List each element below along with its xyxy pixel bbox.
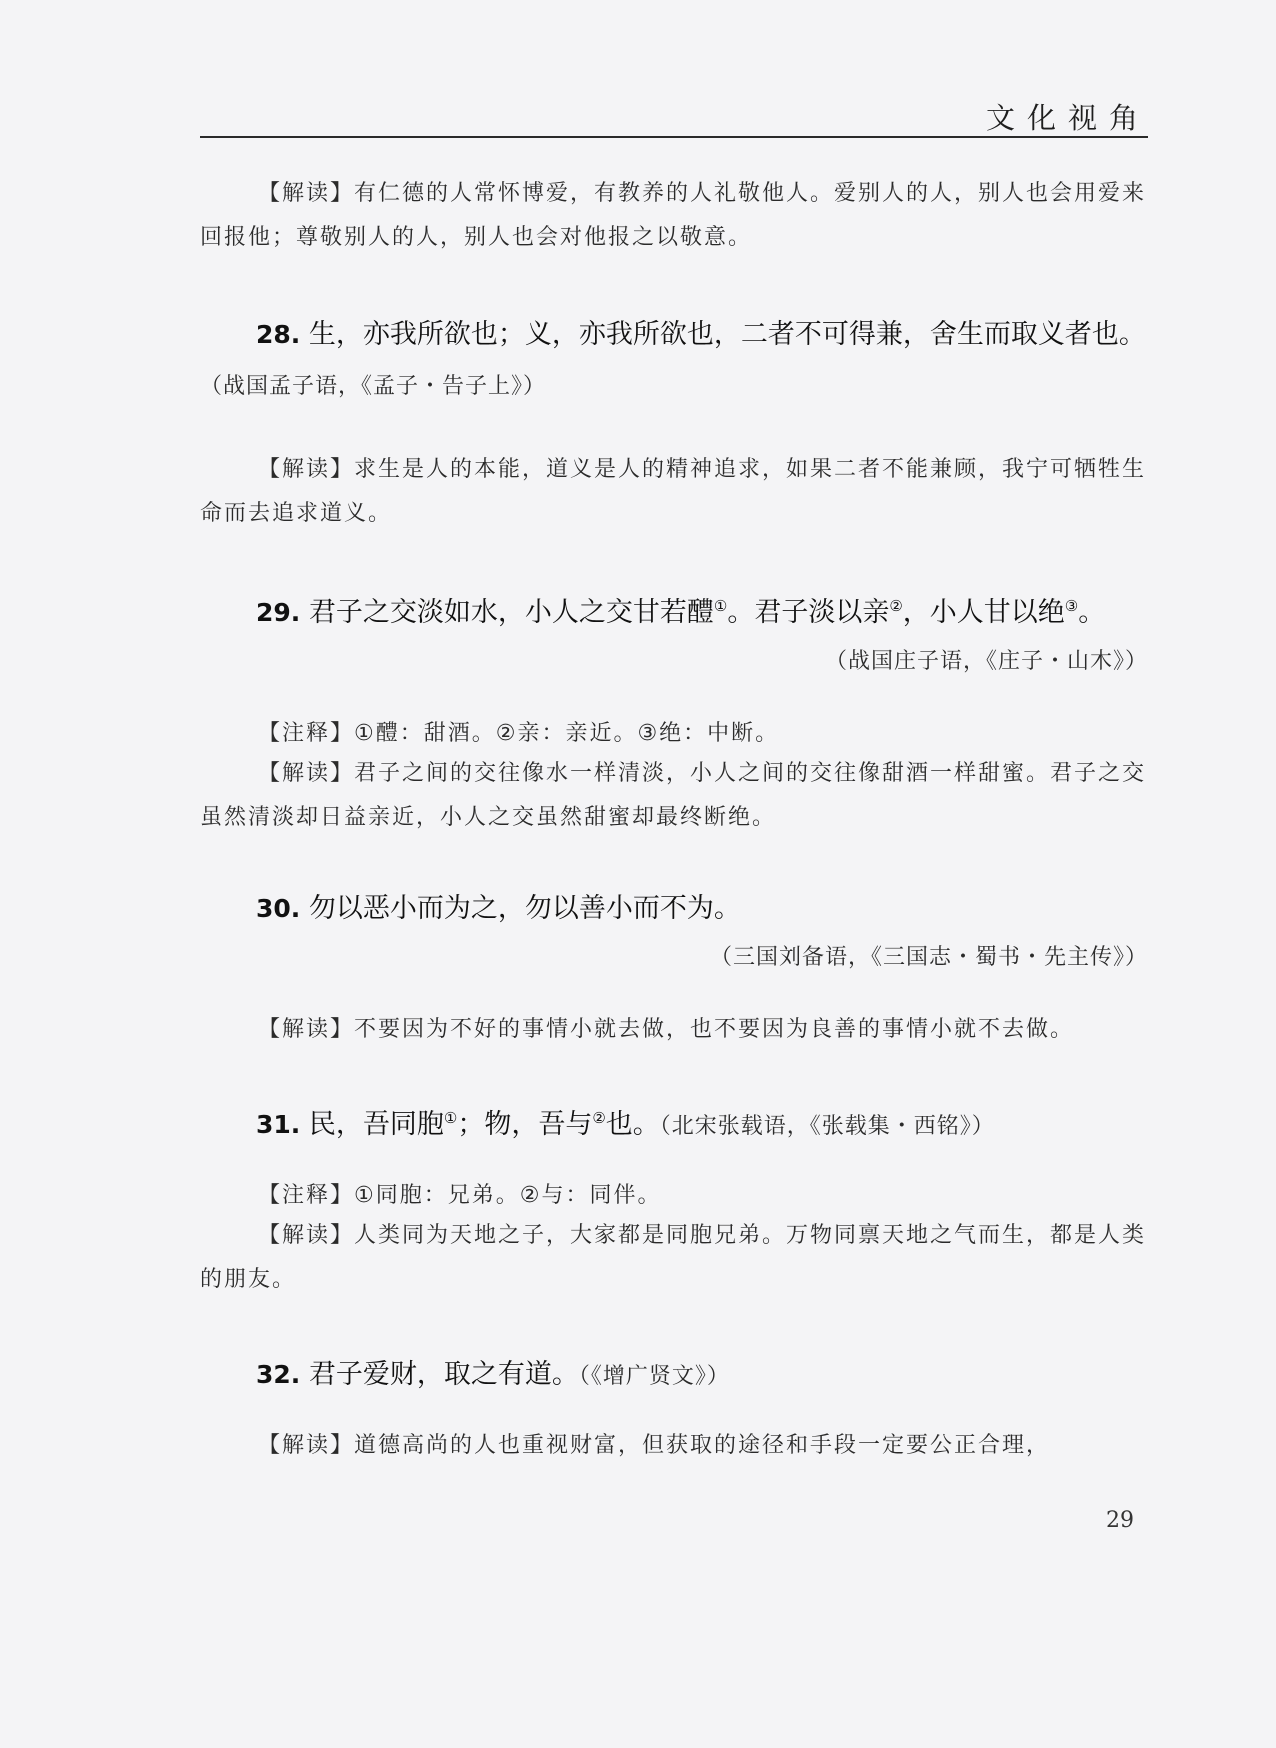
entry-29-notes <box>200 712 1148 756</box>
entry-30-source: （三国刘备语，《三国志・蜀书・先主传》） <box>709 945 1148 970</box>
entry-29-quote <box>200 588 1148 638</box>
entry-30-quote <box>200 884 1148 934</box>
quote-source: （北宋张载语，《张载集・西铭》） <box>659 1114 995 1139</box>
footnote-marker: ① <box>713 597 728 615</box>
interpretation-text: 【解读】求生是人的本能，道义是人的精神追求，如果二者不能兼顾，我宁可牺牲生命而去追求道义。 <box>200 457 1147 526</box>
footnote-marker: ③ <box>1064 597 1079 615</box>
entry-31-interpretation <box>200 1214 1148 1302</box>
footnote-marker: ① <box>443 1109 458 1127</box>
quote-text-part: 也。 <box>605 1109 660 1140</box>
entry-32-quote <box>200 1350 1148 1402</box>
entry-number: 32. <box>256 1360 301 1389</box>
notes-text: 【注释】①同胞：兄弟。②与：同伴。 <box>258 1183 662 1208</box>
intro-text: 【解读】有仁德的人常怀博爱，有教养的人礼敬他人。爱别人的人，别人也会用爱来回报他；尊敬别人的人，别人也会对他报之以敬意。 <box>200 181 1147 250</box>
page-header-title: 文化视角 <box>985 101 1150 135</box>
entry-32-interpretation <box>200 1424 1148 1468</box>
entry-30-interpretation <box>200 1008 1148 1052</box>
entry-28-quote <box>200 310 1148 412</box>
intro-interpretation <box>200 172 1148 260</box>
entry-number: 31. <box>256 1110 301 1139</box>
entry-31-quote <box>200 1100 1148 1152</box>
entry-number: 30. <box>256 894 301 923</box>
entry-number: 28. <box>256 320 301 349</box>
quote-text: 生，亦我所欲也；义，亦我所欲也，二者不可得兼，舍生而取义者也。 <box>308 319 1146 350</box>
header-divider <box>200 136 1148 138</box>
interpretation-text: 【解读】道德高尚的人也重视财富，但获取的途径和手段一定要公正合理， <box>258 1433 1051 1458</box>
entry-29-source: （战国庄子语，《庄子・山木》） <box>824 649 1148 674</box>
entry-29-interpretation <box>200 752 1148 840</box>
interpretation-text: 【解读】人类同为天地之子，大家都是同胞兄弟。万物同禀天地之气而生，都是人类的朋友。 <box>200 1223 1147 1292</box>
quote-text-part: 。 <box>1078 597 1106 628</box>
interpretation-text: 【解读】君子之间的交往像水一样清淡，小人之间的交往像甜酒一样甜蜜。君子之交虽然清淡却日益亲近，小人之交虽然甜蜜却最终断绝。 <box>200 761 1147 830</box>
entry-31-notes <box>200 1174 1148 1218</box>
quote-text: 勿以恶小而为之，勿以善小而不为。 <box>308 893 741 924</box>
quote-source: （战国孟子语，《孟子・告子上》） <box>200 374 547 399</box>
footnote-marker: ② <box>889 597 903 615</box>
entry-28-interpretation <box>200 448 1148 536</box>
quote-text-part: ；物，吾与 <box>457 1109 593 1140</box>
quote-source: （《增广贤文》） <box>578 1364 730 1389</box>
interpretation-text: 【解读】不要因为不好的事情小就去做，也不要因为良善的事情小就不去做。 <box>258 1017 1075 1042</box>
entry-number: 29. <box>256 598 301 627</box>
footnote-marker: ② <box>592 1109 606 1127</box>
quote-text-part: 。君子淡以亲 <box>727 597 890 628</box>
notes-text: 【注释】①醴：甜酒。②亲：亲近。③绝：中断。 <box>258 721 780 746</box>
page-number: 29 <box>1106 1508 1134 1533</box>
quote-text-part: ，小人甘以绝 <box>902 597 1065 628</box>
quote-text-part: 君子之交淡如水，小人之交甘若醴 <box>308 597 714 628</box>
quote-text: 君子爱财，取之有道。 <box>308 1359 579 1390</box>
quote-text-part: 民，吾同胞 <box>308 1109 444 1140</box>
